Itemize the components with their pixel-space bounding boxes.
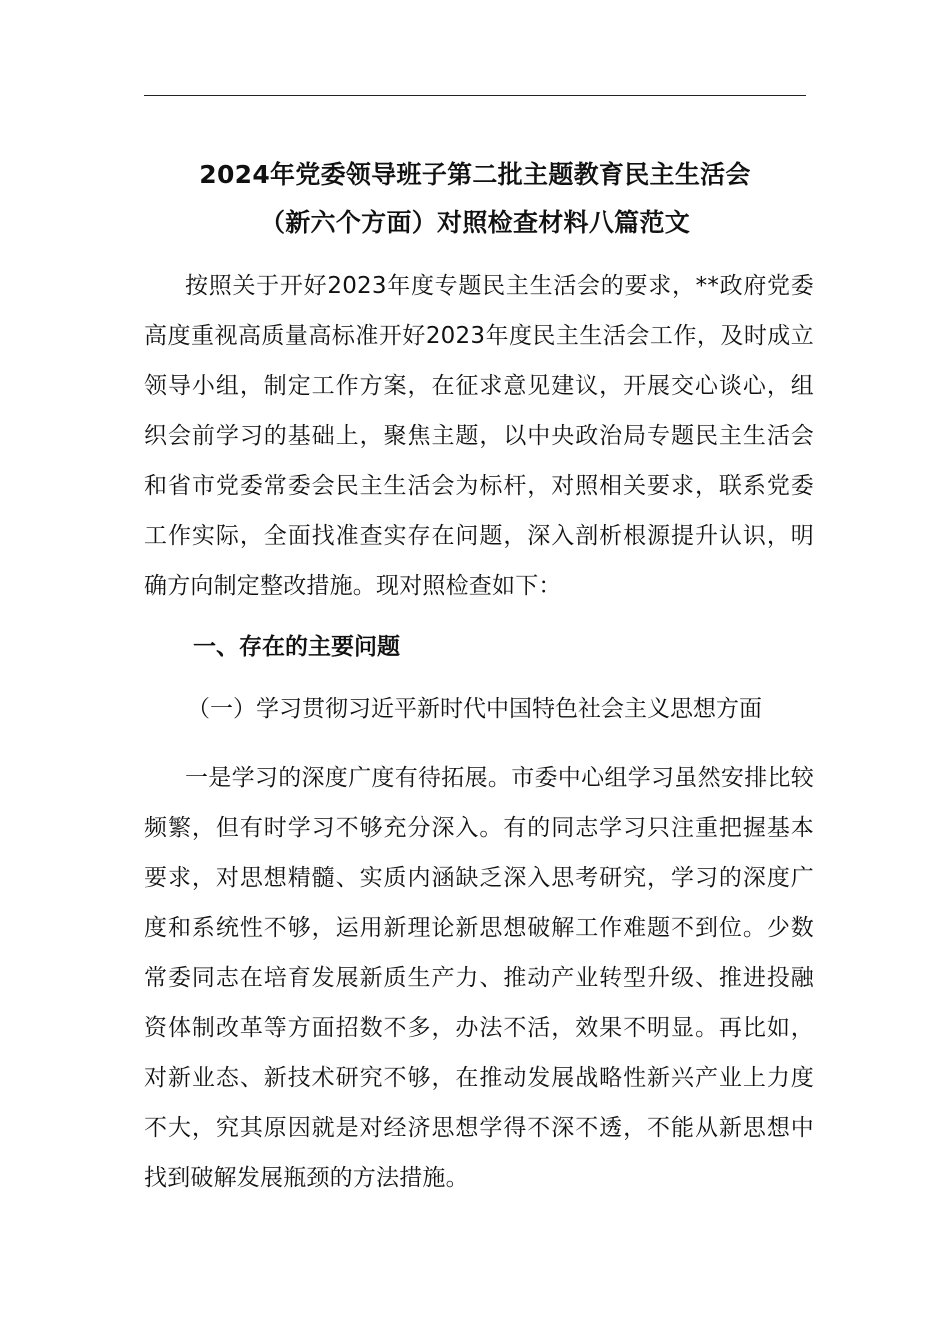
issue-paragraph-study-depth: 一是学习的深度广度有待拓展。市委中心组学习虽然安排比较频繁，但有时学习不够充分深入。有的同志学习只注重把握基本要求，对思想精髓、实质内涵缺乏深入思考研究，学习的深度广度和系统性不够，运用新理论新思想破解工作难题不到位。少数常委同志在培育发展新质生产力、推动产业转型升级、推进投融资体制改革等方面招数不多，办法不活，效果不明显。再比如，对新业态、新技术研究不够，在推动发展战略性新兴产业上力度不大，究其原因就是对经济思想学得不深不透，不能从新思想中找到破解发展瓶颈的方法措施。 (144, 765, 814, 1191)
document-title-line2: （新六个方面）对照检查材料八篇范文 (259, 208, 691, 237)
section-heading-main-problems: 一、存在的主要问题 (193, 634, 400, 660)
subsection-heading-study: （一）学习贯彻习近平新时代中国特色社会主义思想方面 (187, 696, 762, 722)
document-title-line1: 2024年党委领导班子第二批主题教育民主生活会 (199, 160, 751, 189)
intro-paragraph: 按照关于开好2023年度专题民主生活会的要求，**政府党委高度重视高质量高标准开好2023年度民主生活会工作，及时成立领导小组，制定工作方案，在征求意见建议，开展交心谈心，组织会前学习的基础上，聚焦主题，以中央政治局专题民主生活会和省市党委常委会民主生活会为标杆，对照相关要求，联系党委工作实际，全面找准查实存在问题，深入剖析根源提升认识，明确方向制定整改措施。现对照检查如下： (144, 273, 814, 599)
header-rule (144, 95, 806, 96)
